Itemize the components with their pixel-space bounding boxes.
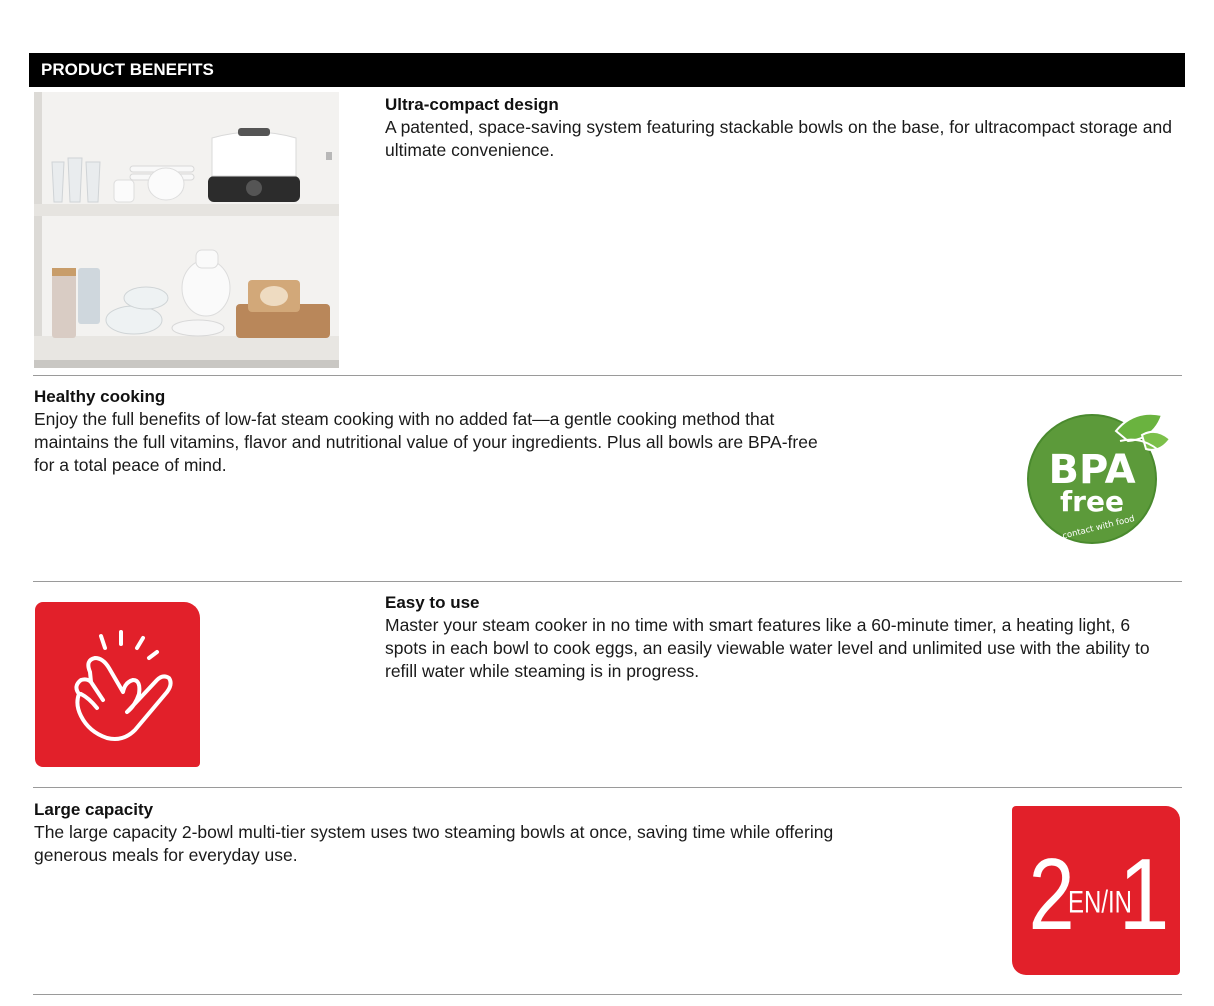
section-body-large-capacity: The large capacity 2-bowl multi-tier system uses two steaming bowls at once, saving time while offering generous meals for everyday use. [34,822,834,865]
badge-number-one: 1 [1118,838,1170,952]
section-title-large-capacity: Large capacity [34,800,154,819]
section-divider [33,375,1182,376]
bpa-badge-line2: free [1060,485,1124,518]
badge-en-in-label: EN/IN [1068,884,1132,920]
easy-to-use-badge [35,602,200,767]
section-body-easy-to-use: Master your steam cooker in no time with smart features like a 60-minute timer, a heating light, 6 spots in each bowl to cook eggs, an easily viewable water level and unlimited use with the ability to refill water while steaming is in progress. [385,615,1150,681]
bpa-badge-caption: in contact with food [1051,513,1136,545]
section-title-ultra-compact: Ultra-compact design [385,95,559,114]
badge-number-two: 2 [1028,837,1075,952]
section-body-healthy-cooking: Enjoy the full benefits of low-fat steam cooking with no added fat—a gentle cooking method that maintains the full vitamins, flavor and nutritional value of your ingredients. Plus all bowls are BPA-free for a total peace of mind. [34,409,818,475]
finger-snap-icon [35,602,200,772]
section-title-healthy-cooking: Healthy cooking [34,387,166,406]
kitchen-shelf-photo [34,92,339,368]
section-divider [33,787,1182,788]
bpa-free-badge [1024,405,1169,550]
two-in-one-badge [1012,806,1180,975]
section-body-ultra-compact: A patented, space-saving system featuring stackable bowls on the base, for ultracompact storage and ultimate convenience. [385,117,1172,160]
section-divider [33,994,1182,995]
section-title-easy-to-use: Easy to use [385,593,480,612]
bpa-badge-line1: BPA [1048,447,1136,493]
section-divider [33,581,1182,582]
section-header: PRODUCT BENEFITS [29,53,1185,87]
